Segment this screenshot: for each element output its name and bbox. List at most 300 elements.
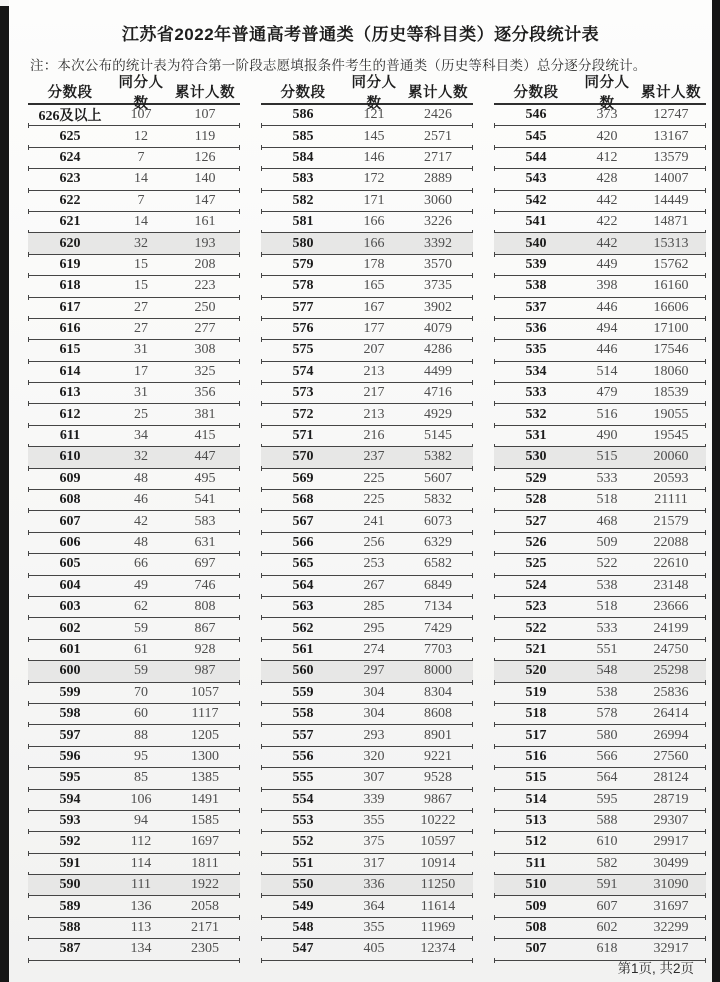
count-cell: 177 [363,321,385,337]
count-cell: 307 [363,770,385,786]
column-header: 累计人数 [408,85,468,101]
count-cell: 442 [596,235,618,251]
score-cell: 545 [525,128,547,144]
count-cell: 95 [134,748,148,764]
cumulative-cell: 8608 [424,706,452,722]
cumulative-cell: 325 [194,363,216,379]
score-cell: 554 [292,791,314,807]
table-row [494,105,706,126]
cumulative-cell: 29307 [653,813,689,829]
cumulative-cell: 415 [194,428,216,444]
score-cell: 584 [292,149,314,165]
cumulative-cell: 223 [194,278,216,294]
count-cell: 217 [363,385,385,401]
cumulative-cell: 208 [194,256,216,272]
score-cell: 615 [59,342,81,358]
table-row [494,490,706,511]
table-row [494,768,706,789]
count-cell: 48 [134,535,148,550]
score-cell: 568 [292,492,314,508]
score-cell: 546 [525,107,547,123]
table-row [494,469,706,490]
column-header: 累计人数 [175,85,235,101]
cumulative-cell: 277 [194,321,216,337]
count-cell: 449 [596,256,618,272]
table-row [494,276,706,297]
count-cell: 490 [596,428,618,444]
count-cell: 293 [363,727,385,743]
cumulative-cell: 2058 [191,898,219,914]
cumulative-cell: 1300 [191,748,219,764]
count-cell: 297 [363,663,385,679]
count-cell: 34 [134,428,148,444]
table-row [494,576,706,597]
count-cell: 59 [134,663,148,679]
score-cell: 507 [525,941,547,957]
table-row [28,854,240,875]
score-cell: 566 [292,535,314,550]
cumulative-cell: 21111 [654,492,688,508]
cumulative-cell: 8901 [424,727,452,743]
table-row [28,939,240,960]
table-row [28,447,240,468]
cumulative-cell: 107 [194,107,216,123]
table-row [28,683,240,704]
score-cell: 534 [525,363,547,379]
count-cell: 106 [130,791,152,807]
score-cell: 596 [59,748,81,764]
table-row [28,212,240,233]
table-row [28,490,240,511]
table-row [494,511,706,532]
score-cell: 527 [525,513,547,529]
cumulative-cell: 15762 [653,256,689,272]
score-cell: 509 [525,898,547,914]
count-cell: 27 [134,299,148,315]
cumulative-cell: 193 [194,235,216,251]
table-row [261,126,473,147]
count-cell: 112 [130,834,152,850]
count-cell: 610 [596,834,618,850]
cumulative-cell: 14871 [653,214,689,230]
table-row [28,191,240,212]
table-row [261,105,473,126]
cumulative-cell: 30499 [653,855,689,871]
score-cell: 602 [59,620,81,636]
cumulative-cell: 7134 [424,599,452,615]
table-row [28,383,240,404]
score-cell: 531 [525,428,547,444]
score-cell: 591 [59,855,81,871]
table-row [494,340,706,361]
score-cell: 541 [525,214,547,230]
cumulative-cell: 29917 [653,834,689,850]
count-cell: 88 [134,727,148,743]
cumulative-cell: 1585 [191,813,219,829]
cumulative-cell: 31090 [653,877,689,893]
score-cell: 543 [525,171,547,187]
count-cell: 442 [596,192,618,208]
table-row [494,319,706,340]
cumulative-cell: 6849 [424,577,452,593]
score-cell: 618 [59,278,81,294]
cumulative-cell: 3060 [424,192,452,208]
table-row [494,554,706,575]
score-cell: 622 [59,192,81,208]
score-cell: 582 [292,192,314,208]
table-header-row [28,74,240,112]
column-header: 同分人数 [584,74,630,112]
score-cell: 617 [59,299,81,315]
count-cell: 166 [363,235,385,251]
table-row [261,576,473,597]
score-cell: 530 [525,449,547,465]
cumulative-cell: 10597 [420,834,456,850]
count-cell: 428 [596,171,618,187]
table-row [261,790,473,811]
table-row [494,447,706,468]
count-cell: 134 [130,941,152,957]
score-cell: 510 [525,877,547,893]
count-cell: 7 [137,192,145,208]
score-cell: 610 [59,449,81,465]
table-row [494,169,706,190]
cumulative-cell: 12747 [653,107,689,123]
count-cell: 582 [596,855,618,871]
table-row [261,832,473,853]
cumulative-cell: 20060 [653,449,689,465]
table-row [28,896,240,917]
score-cell: 515 [525,770,547,786]
score-cell: 517 [525,727,547,743]
table-row [261,918,473,939]
count-cell: 94 [134,813,148,829]
cumulative-cell: 4929 [424,406,452,422]
score-cell: 607 [59,513,81,529]
table-row [261,490,473,511]
count-cell: 27 [134,321,148,337]
score-cell: 581 [292,214,314,230]
cumulative-cell: 583 [194,513,216,529]
table-row [494,661,706,682]
table-row [28,768,240,789]
score-cell: 528 [525,492,547,508]
count-cell: 514 [596,363,618,379]
count-cell: 422 [596,214,618,230]
cumulative-cell: 495 [194,470,216,486]
table-row [261,683,473,704]
table-row [261,939,473,960]
score-cell: 564 [292,577,314,593]
score-cell: 555 [292,770,314,786]
score-cell: 575 [292,342,314,358]
cumulative-cell: 11969 [420,920,456,936]
count-cell: 59 [134,620,148,636]
cumulative-cell: 7703 [424,641,452,657]
table-row [28,618,240,639]
cumulative-cell: 28124 [653,770,689,786]
cumulative-cell: 6073 [424,513,452,529]
score-cell: 532 [525,406,547,422]
score-cell: 514 [525,791,547,807]
cumulative-cell: 26414 [653,706,689,722]
table-row [261,426,473,447]
cumulative-cell: 5382 [424,449,452,465]
count-cell: 31 [134,385,148,401]
count-cell: 15 [134,256,148,272]
score-cell: 590 [59,877,81,893]
score-cell: 533 [525,385,547,401]
score-cell: 573 [292,385,314,401]
cumulative-cell: 14449 [653,192,689,208]
table-row [261,298,473,319]
cumulative-cell: 928 [194,641,216,657]
count-cell: 339 [363,791,385,807]
note-text: 注：本次公布的统计表为符合第一阶段志愿填报条件考生的普通类（历史等科目类）总分逐分段统计。 [30,58,647,73]
table-row [494,255,706,276]
cumulative-cell: 147 [194,192,216,208]
count-cell: 107 [130,107,152,123]
score-cell: 560 [292,663,314,679]
cumulative-cell: 23666 [653,599,689,615]
cumulative-cell: 3902 [424,299,452,315]
count-cell: 518 [596,599,618,615]
score-cell: 512 [525,834,547,850]
cumulative-cell: 308 [194,342,216,358]
cumulative-cell: 2717 [424,149,452,165]
table-header-row [261,74,473,112]
cumulative-cell: 119 [194,128,216,144]
table-row [494,191,706,212]
count-cell: 48 [134,470,148,486]
table-row [28,661,240,682]
count-cell: 7 [137,149,145,165]
score-cell: 559 [292,684,314,700]
cumulative-cell: 3735 [424,278,452,294]
table-row [261,340,473,361]
score-cell: 595 [59,770,81,786]
score-cell: 619 [59,256,81,272]
table-row [28,811,240,832]
score-cell: 522 [525,620,547,636]
score-cell: 574 [292,363,314,379]
count-cell: 518 [596,492,618,508]
count-cell: 237 [363,449,385,465]
score-cell: 583 [292,171,314,187]
count-cell: 25 [134,406,148,422]
score-cell: 604 [59,577,81,593]
count-cell: 213 [363,363,385,379]
count-cell: 70 [134,684,148,700]
score-cell: 613 [59,385,81,401]
table-row [261,447,473,468]
table-row [261,362,473,383]
column-header: 同分人数 [351,74,397,112]
table-row [28,426,240,447]
table-row [261,319,473,340]
count-cell: 551 [596,641,618,657]
count-cell: 479 [596,385,618,401]
column-header: 分数段 [47,85,93,101]
count-cell: 17 [134,363,148,379]
cumulative-cell: 11614 [420,898,456,914]
cumulative-cell: 126 [194,149,216,165]
table-row [494,704,706,725]
table-row [28,404,240,425]
score-cell: 594 [59,791,81,807]
table-row [28,298,240,319]
table-row [28,704,240,725]
column-header: 累计人数 [641,85,701,101]
score-cell: 572 [292,406,314,422]
count-cell: 274 [363,641,385,657]
count-cell: 320 [363,748,385,764]
score-cell: 601 [59,641,81,657]
cumulative-cell: 1385 [191,770,219,786]
count-cell: 253 [363,556,385,572]
count-cell: 516 [596,406,618,422]
table-row [261,661,473,682]
count-cell: 49 [134,577,148,593]
score-cell: 537 [525,299,547,315]
score-cell: 624 [59,149,81,165]
cumulative-cell: 356 [194,385,216,401]
count-cell: 136 [130,898,152,914]
score-cell: 525 [525,556,547,572]
cumulative-cell: 697 [194,556,216,572]
table-row [28,126,240,147]
score-table-middle [261,74,473,961]
cumulative-cell: 17100 [653,321,689,337]
score-cell: 598 [59,706,81,722]
table-row [494,832,706,853]
table-row [28,918,240,939]
count-cell: 420 [596,128,618,144]
score-cell: 535 [525,342,547,358]
count-cell: 32 [134,235,148,251]
cumulative-cell: 12374 [420,941,456,957]
cumulative-cell: 9528 [424,770,452,786]
count-cell: 317 [363,855,385,871]
cumulative-cell: 8000 [424,663,452,679]
score-cell: 558 [292,706,314,722]
score-cell: 553 [292,813,314,829]
table-row [261,383,473,404]
count-cell: 31 [134,342,148,358]
score-cell: 540 [525,235,547,251]
count-cell: 355 [363,813,385,829]
cumulative-cell: 1117 [191,706,219,722]
cumulative-cell: 250 [194,299,216,315]
score-cell: 578 [292,278,314,294]
count-cell: 373 [596,107,618,123]
count-cell: 355 [363,920,385,936]
cumulative-cell: 161 [194,214,216,230]
count-cell: 15 [134,278,148,294]
count-cell: 566 [596,748,618,764]
table-row [494,383,706,404]
count-cell: 405 [363,941,385,957]
table-row [261,597,473,618]
table-row [261,533,473,554]
count-cell: 591 [596,877,618,893]
cumulative-cell: 10222 [420,813,456,829]
cumulative-cell: 987 [194,663,216,679]
count-cell: 533 [596,620,618,636]
table-row [494,533,706,554]
table-row [261,640,473,661]
count-cell: 515 [596,449,618,465]
cumulative-cell: 26994 [653,727,689,743]
cumulative-cell: 631 [194,535,216,550]
cumulative-cell: 4079 [424,321,452,337]
count-cell: 304 [363,706,385,722]
score-table-left [28,74,240,961]
cumulative-cell: 16606 [653,299,689,315]
cumulative-cell: 5607 [424,470,452,486]
table-row [28,597,240,618]
score-cell: 536 [525,321,547,337]
table-row [28,169,240,190]
cumulative-cell: 10914 [420,855,456,871]
cumulative-cell: 541 [194,492,216,508]
table-row [28,533,240,554]
cumulative-cell: 1205 [191,727,219,743]
score-cell: 548 [292,920,314,936]
score-cell: 519 [525,684,547,700]
table-row [494,790,706,811]
cumulative-cell: 13579 [653,149,689,165]
count-cell: 66 [134,556,148,572]
cumulative-cell: 20593 [653,470,689,486]
score-cell: 513 [525,813,547,829]
score-cell: 551 [292,855,314,871]
count-cell: 533 [596,470,618,486]
table-row [28,511,240,532]
cumulative-cell: 1811 [191,855,219,871]
score-cell: 521 [525,641,547,657]
score-cell: 599 [59,684,81,700]
table-row [494,618,706,639]
count-cell: 241 [363,513,385,529]
cumulative-cell: 23148 [653,577,689,593]
table-row [494,811,706,832]
score-cell: 588 [59,920,81,936]
cumulative-cell: 22610 [653,556,689,572]
table-row [28,469,240,490]
cumulative-cell: 2305 [191,941,219,957]
cumulative-cell: 3226 [424,214,452,230]
table-row [261,169,473,190]
cumulative-cell: 6329 [424,535,452,550]
score-cell: 587 [59,941,81,957]
table-row [28,576,240,597]
cumulative-cell: 16160 [653,278,689,294]
table-row [28,875,240,896]
score-cell: 547 [292,941,314,957]
score-cell: 561 [292,641,314,657]
table-row [261,511,473,532]
score-table-right [494,74,706,961]
count-cell: 14 [134,214,148,230]
cumulative-cell: 140 [194,171,216,187]
cumulative-cell: 18539 [653,385,689,401]
score-cell: 565 [292,556,314,572]
count-cell: 46 [134,492,148,508]
table-row [261,618,473,639]
count-cell: 538 [596,684,618,700]
table-row [28,362,240,383]
